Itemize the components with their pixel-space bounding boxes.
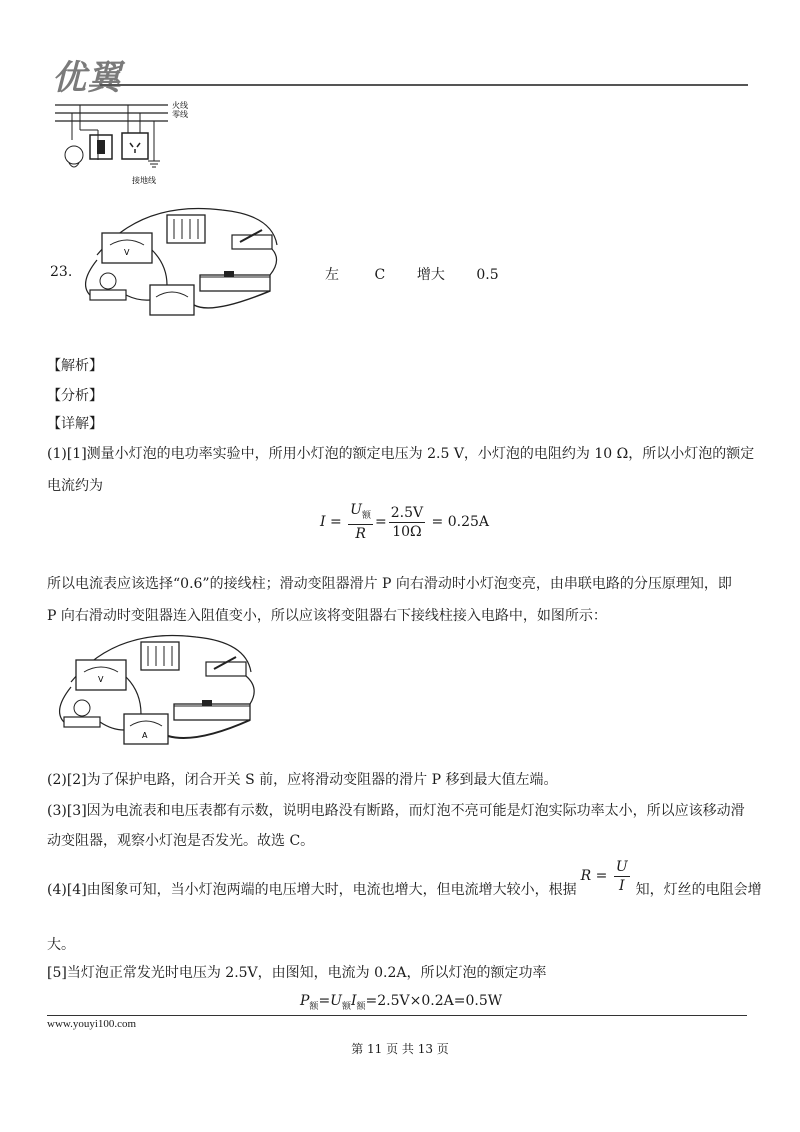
- paragraph-2-line-2: P 向右滑动时变阻器连入阻值变小，所以应该将变阻器右下接线柱接入电路中，如图所示：: [47, 608, 607, 624]
- section-heading-detail: 【详解】: [47, 416, 103, 432]
- resistance-formula: R = $\frac{U}{I}$: [580, 858, 628, 894]
- eq2-current-symbol: I: [351, 993, 357, 1009]
- switch-icon: [232, 230, 272, 249]
- household-wiring-diagram: [50, 95, 210, 190]
- eq-resistance-symbol: R: [355, 526, 366, 543]
- paragraph-1-line-1: (1)[1]测量小灯泡的电功率实验中，所用小灯泡的额定电压为 2.5 V，小灯泡的电阻约为 10 Ω，所以小灯泡的额定: [47, 446, 755, 462]
- ground-wire-label: 接地线: [132, 176, 156, 185]
- switch-icon: [90, 135, 112, 159]
- power-equation: $P_额=U_额I_额=2.5V\times 0.2A=0.5W$: [300, 993, 503, 1012]
- answer-list: [325, 265, 499, 285]
- paragraph-4-line-2: 动变阻器，观察小灯泡是否发光。故选 C。: [47, 833, 315, 849]
- socket-icon: [122, 133, 148, 159]
- paragraph-5-line-1: [47, 858, 762, 910]
- answer-1: 左: [325, 267, 339, 283]
- circuit-diagram-answer: [46, 632, 266, 760]
- eq-resistance-value: 10Ω: [392, 523, 422, 540]
- section-heading-analysis: 【解析】: [47, 358, 103, 374]
- battery-icon: [167, 215, 205, 243]
- paragraph-5-text-after: 知，灯丝的电阻会增: [635, 882, 762, 898]
- eq2-voltage-subscript: 额: [341, 1001, 351, 1012]
- answer-3: 增大: [416, 267, 445, 283]
- header-rule: [100, 84, 748, 86]
- ground-icon: [148, 161, 160, 167]
- switch-icon: [206, 657, 246, 676]
- bulb-icon: [64, 700, 100, 727]
- publisher-logo: 优翼: [52, 58, 122, 98]
- eq-voltage-value: 2.5V: [390, 504, 424, 521]
- rheostat-icon: [200, 271, 270, 291]
- eq-current-symbol: I: [320, 514, 326, 530]
- eq2-power-subscript: 额: [309, 1001, 319, 1012]
- live-wire-label: 火线: [172, 101, 188, 110]
- eq-voltage-symbol: U: [350, 501, 362, 518]
- current-equation: I = $\frac{U_额}{R}$ = $\frac{2.5V}{10\Omega}$ = 0.25A: [320, 501, 490, 543]
- paragraph-3: (2)[2]为了保护电路，闭合开关 S 前，应将滑动变阻器的滑片 P 移到最大值左端。: [47, 772, 558, 788]
- formula-current-symbol: I: [619, 877, 625, 894]
- answer-4: 0.5: [476, 267, 499, 283]
- page-number: 第 11 页 共 13 页: [351, 1042, 449, 1056]
- battery-icon: [141, 642, 179, 670]
- voltmeter-icon: [76, 660, 126, 690]
- eq2-voltage-symbol: U: [330, 993, 342, 1009]
- footer-rule: [47, 1015, 747, 1016]
- rheostat-icon: [174, 700, 250, 720]
- ammeter-icon: [150, 285, 194, 315]
- eq2-current-subscript: 额: [356, 1001, 366, 1012]
- eq2-result: =2.5V×0.2A=0.5W: [365, 993, 503, 1009]
- eq2-power-symbol: P: [300, 993, 310, 1009]
- paragraph-6: [5]当灯泡正常发光时电压为 2.5V，由图知，电流为 0.2A，所以灯泡的额定功率: [47, 965, 547, 981]
- footer-url: www.youyi100.com: [47, 1018, 137, 1030]
- paragraph-5-text-before: (4)[4]由图象可知，当小灯泡两端的电压增大时，电流也增大，但电流增大较小，根据: [47, 882, 577, 898]
- eq-voltage-subscript: 额: [361, 510, 371, 521]
- bulb-icon: [90, 273, 126, 300]
- paragraph-5-line-2: 大。: [47, 937, 75, 953]
- section-heading-reasoning: 【分析】: [47, 388, 103, 404]
- paragraph-1-line-2: 电流约为: [47, 478, 103, 494]
- eq-current-result: 0.25A: [447, 514, 490, 530]
- voltmeter-icon: [102, 233, 152, 263]
- neutral-wire-label: 零线: [172, 110, 188, 119]
- ammeter-icon: [124, 714, 168, 744]
- paragraph-2-line-1: 所以电流表应该选择“0.6”的接线柱；滑动变阻器滑片 P 向右滑动时小灯泡变亮，由串联电路的分压原理知，即: [47, 576, 732, 592]
- formula-resistance-symbol: R: [580, 868, 592, 884]
- paragraph-4-line-1: (3)[3]因为电流表和电压表都有示数，说明电路没有断路，而灯泡不亮可能是灯泡实际功率太小，所以应该移动滑: [47, 803, 745, 819]
- svg-text:V: V: [124, 248, 130, 257]
- svg-text:V: V: [98, 675, 104, 684]
- bulb-icon: [65, 146, 83, 167]
- answer-2: C: [374, 267, 386, 283]
- circuit-diagram-question: [72, 205, 292, 325]
- question-number: 23.: [50, 264, 73, 280]
- formula-voltage-symbol: U: [615, 858, 628, 875]
- svg-text:A: A: [142, 731, 148, 740]
